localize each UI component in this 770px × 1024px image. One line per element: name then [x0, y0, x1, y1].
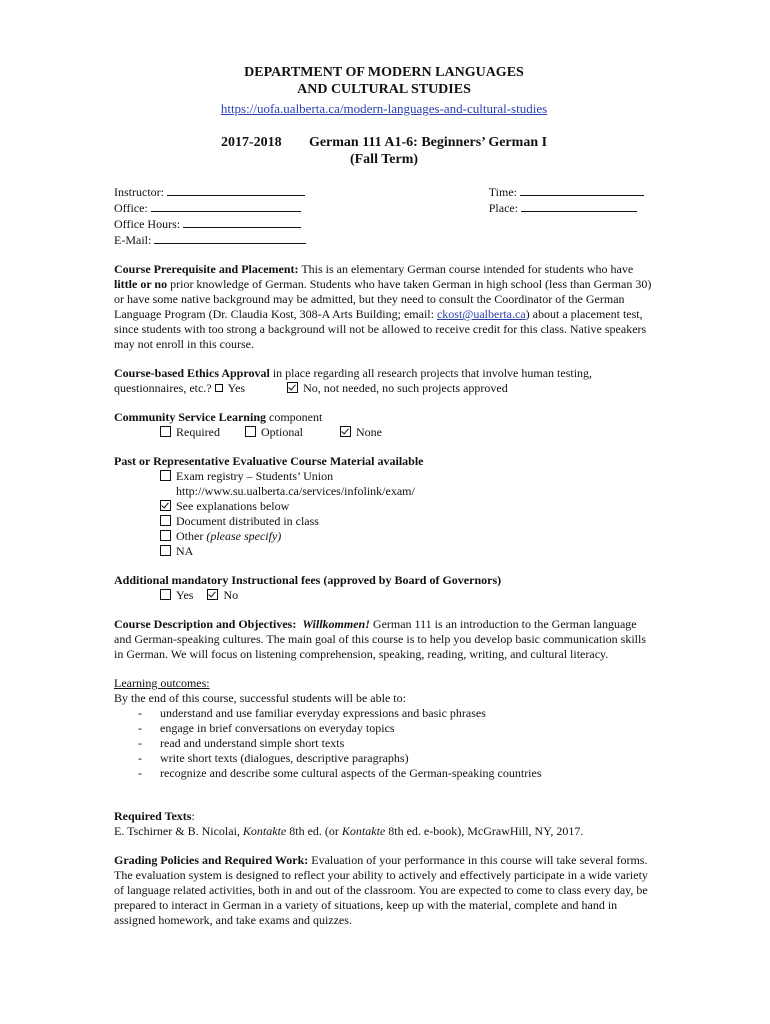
csl-optional-checkbox[interactable] [245, 426, 256, 437]
department-url-link[interactable]: https://uofa.ualberta.ca/modern-languages-and-cultural-studies [220, 101, 548, 116]
see-explanations-checkbox[interactable] [160, 500, 171, 511]
grading-section: Grading Policies and Required Work: Evaluation of your performance in this course will take several forms. The evaluation system is designed to reflect your ability to actively and effectively participate in a wide variety of language related activities, both in and out of the classroom. You are expected to come to class every day, be prepared to interact in German in a variety of situations, keep up with the material, complete and hand in assigned homework, and take exams and quizzes. [114, 853, 648, 927]
instructor-blank [167, 184, 305, 196]
outcomes-section: Learning outcomes: By the end of this course, successful students will be able to: - understand and use familiar everyday expressions and basic phrases - engage in brief conversations on everyday topics - read and understand simple short texts - write short texts (dialogues, descriptive paragraphs) - recognize and describe some cultural aspects of the German-speaking countries [114, 676, 654, 781]
past-material-section: Past or Representative Evaluative Course Material available Exam registry – Students’ Union http://www.su.ualberta.ca/services/infolink/exam/ See explanations below Document distributed in class Other (please specify) NA [114, 454, 654, 559]
csl-required-checkbox[interactable] [160, 426, 171, 437]
exam-registry-checkbox[interactable] [160, 470, 171, 481]
outcomes-heading: Learning outcomes: [114, 676, 210, 690]
fees-yes-checkbox[interactable] [160, 589, 171, 600]
syllabus-page [114, 64, 654, 928]
past-material-heading: Past or Representative Evaluative Course Material available [114, 454, 424, 468]
email-blank [154, 232, 306, 244]
place-blank [521, 200, 637, 212]
office-label: Office: [114, 201, 148, 215]
department-line-2: AND CULTURAL STUDIES [297, 82, 471, 97]
csl-heading: Community Service Learning [114, 410, 266, 424]
place-label: Place: [488, 201, 519, 215]
contact-info [114, 184, 654, 248]
course-heading [114, 134, 654, 168]
prerequisite-heading: Course Prerequisite and Placement: [114, 262, 299, 276]
coordinator-email-link[interactable]: ckost@ualberta.ca [436, 307, 526, 321]
other-checkbox[interactable] [160, 530, 171, 541]
department-title [114, 64, 654, 98]
document-distributed-checkbox[interactable] [160, 515, 171, 526]
academic-year: 2017-2018 [220, 135, 282, 150]
texts-heading: Required Texts [114, 809, 192, 823]
department-line-1: DEPARTMENT OF MODERN LANGUAGES [244, 65, 524, 80]
ethics-no-checkbox[interactable] [287, 382, 298, 393]
na-checkbox[interactable] [160, 545, 171, 556]
list-item: - understand and use familiar everyday expressions and basic phrases [138, 706, 486, 720]
time-label: Time: [488, 185, 517, 199]
course-title: German 111 A1-6: Beginners’ German I [308, 135, 548, 150]
csl-section: Community Service Learning component Required Optional None [114, 410, 382, 439]
office-blank [151, 200, 301, 212]
fees-section: Additional mandatory Instructional fees (approved by Board of Governors) Yes No [114, 573, 502, 602]
grading-heading: Grading Policies and Required Work: [114, 853, 309, 867]
fees-heading: Additional mandatory Instructional fees (approved by Board of Governors) [114, 573, 502, 587]
list-item: - engage in brief conversations on everyday topics [138, 721, 395, 735]
prerequisite-section: Course Prerequisite and Placement: This is an elementary German course intended for students who have little or no prior knowledge of German. Students who have taken German in high school (less than German 30) or have some native background may be admitted, but they need to consult the Coordinator of the German Language Program (Dr. Claudia Kost, 308-A Arts Building; email: ckost@ualberta.ca) about a placement test, since students with too strong a background will not be allowed to receive credit for this class. Native speakers may not enroll in this course. [114, 262, 652, 351]
list-item: - read and understand simple short texts [138, 736, 345, 750]
description-section: Course Description and Objectives: Willkommen! German 111 is an introduction to the German language and German-speaking cultures. The main goal of this course is to help you develop basic communication skills in German. We will focus on listening comprehension, speaking, reading, writing, and cultural literacy. [114, 617, 646, 661]
time-blank [520, 184, 644, 196]
csl-none-checkbox[interactable] [340, 426, 351, 437]
course-term: (Fall Term) [349, 152, 419, 167]
texts-section: Required Texts: E. Tschirner & B. Nicolai, Kontakte 8th ed. (or Kontakte 8th ed. e-book), McGrawHill, NY, 2017. [114, 809, 584, 838]
office-hours-blank [183, 216, 301, 228]
instructor-label: Instructor: [114, 185, 164, 199]
fees-no-checkbox[interactable] [207, 589, 218, 600]
email-label: E-Mail: [114, 233, 152, 247]
ethics-section: Course-based Ethics Approval in place regarding all research projects that involve human testing, questionnaires, etc.? Yes No, not needed, no such projects approved [114, 366, 593, 395]
list-item: - write short texts (dialogues, descriptive paragraphs) [138, 751, 409, 765]
ethics-yes-checkbox[interactable] [215, 384, 223, 392]
list-item: - recognize and describe some cultural aspects of the German-speaking countries [138, 766, 542, 780]
office-hours-label: Office Hours: [114, 217, 181, 231]
exam-registry-url: http://www.su.ualberta.ca/services/infolink/exam/ [176, 484, 415, 498]
ethics-heading: Course-based Ethics Approval [114, 366, 270, 380]
description-heading: Course Description and Objectives: [114, 617, 297, 631]
